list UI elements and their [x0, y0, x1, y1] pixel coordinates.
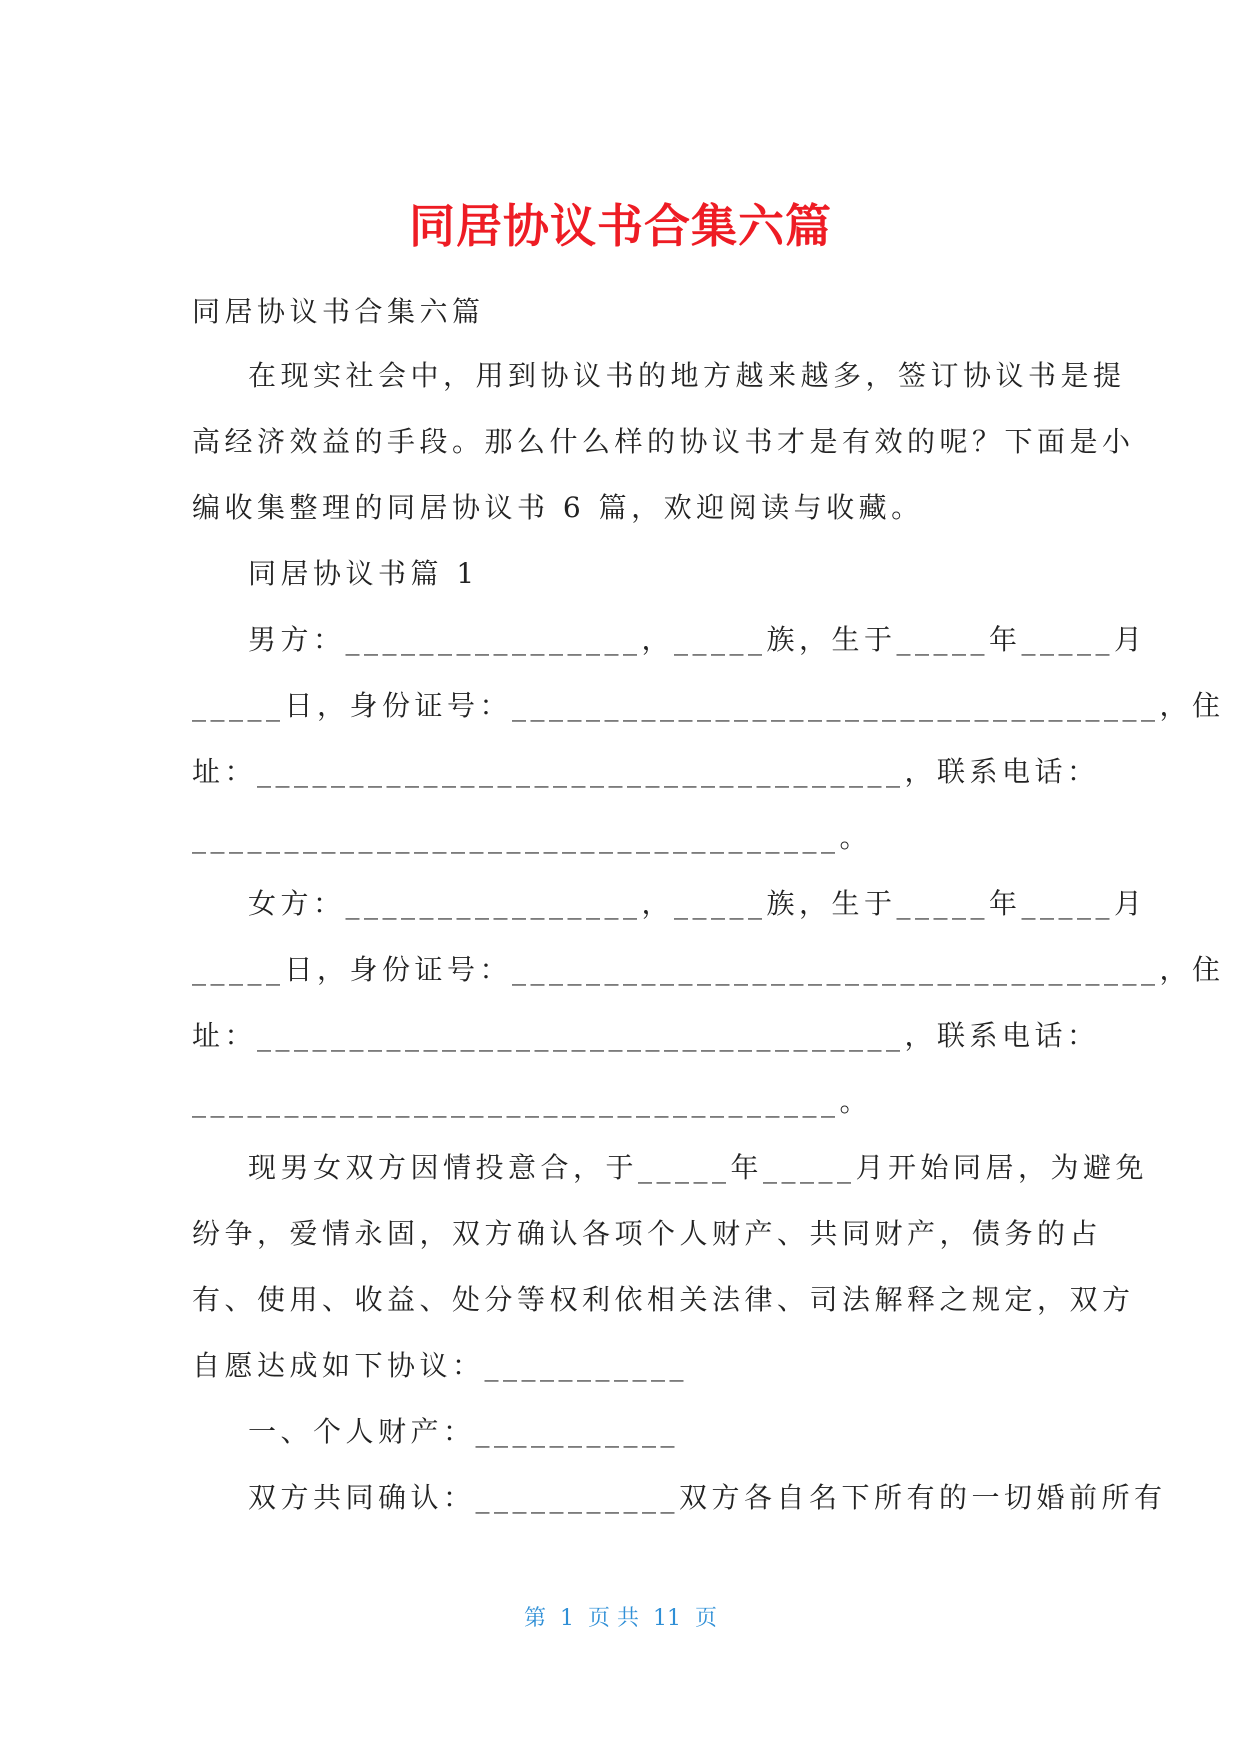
form-line: 女方：________________，_____族，生于_____年_____月 [248, 887, 1147, 920]
form-line: 址：___________________________________，联系电话： [192, 755, 1100, 788]
page-footer: 第 1 页 共 11 页 [524, 1606, 717, 1631]
form-line: _____日，身份证号：___________________________________，住 [192, 689, 1225, 722]
subtitle-line: 同居协议书合集六篇 [192, 295, 485, 328]
form-line: ___________________________________。 [192, 821, 873, 854]
form-line: ___________________________________。 [192, 1085, 873, 1118]
document-title: 同居协议书合集六篇 [409, 199, 832, 253]
paragraph-line: 自愿达成如下协议：___________ [192, 1349, 689, 1382]
form-line: 男方：________________，_____族，生于_____年_____月 [248, 623, 1147, 656]
paragraph-line: 现男女双方因情投意合，于_____年_____月开始同居，为避免 [248, 1151, 1149, 1184]
section-heading: 同居协议书篇 1 [248, 557, 479, 590]
paragraph-line: 编收集整理的同居协议书 6 篇，欢迎阅读与收藏。 [192, 491, 924, 524]
paragraph-line: 纷争，爱情永固，双方确认各项个人财产、共同财产，债务的占 [192, 1217, 1103, 1250]
paragraph-line: 一、个人财产：___________ [248, 1415, 680, 1448]
paragraph-line: 在现实社会中，用到协议书的地方越来越多，签订协议书是提 [248, 359, 1126, 392]
paragraph-line: 双方共同确认：___________双方各自名下所有的一切婚前所有 [248, 1481, 1167, 1514]
paragraph-line: 有、使用、收益、处分等权利依相关法律、司法解释之规定，双方 [192, 1283, 1135, 1316]
paragraph-line: 高经济效益的手段。那么什么样的协议书才是有效的呢？下面是小 [192, 425, 1135, 458]
form-line: 址：___________________________________，联系电话： [192, 1019, 1100, 1052]
form-line: _____日，身份证号：___________________________________，住 [192, 953, 1225, 986]
